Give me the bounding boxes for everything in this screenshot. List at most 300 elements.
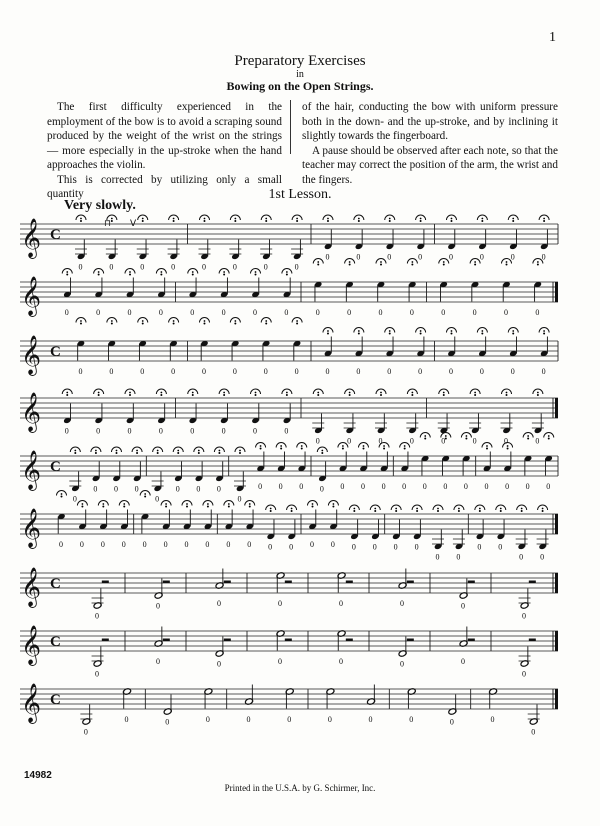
fermata-dot	[204, 320, 206, 322]
fermata-dot	[98, 271, 100, 273]
staccato-dot	[465, 438, 467, 440]
fingering-label: 0	[461, 601, 466, 611]
fingering-label: 0	[409, 436, 414, 446]
staccato-dot	[543, 333, 545, 335]
fingering-label: 0	[79, 540, 84, 549]
staccato-dot	[349, 394, 351, 396]
staccato-dot	[160, 394, 162, 396]
staccato-dot	[198, 452, 200, 454]
fingering-label: 0	[217, 599, 222, 608]
fingering-label: 0	[356, 252, 361, 262]
fingering-label: 0	[96, 308, 101, 317]
treble-clef-icon: 𝄞	[21, 508, 42, 548]
fermata-dot	[165, 503, 167, 505]
fermata-dot	[228, 503, 230, 505]
fermata-dot	[542, 508, 544, 510]
fingering-label: 0	[64, 308, 69, 317]
fermata-dot	[506, 261, 508, 263]
fermata-dot	[353, 508, 355, 510]
staff-system	[20, 625, 558, 679]
half-rest-icon	[224, 639, 231, 642]
staccato-dot	[296, 323, 298, 325]
fingering-label: 0	[418, 252, 423, 262]
fingering-label: 0	[158, 308, 163, 317]
fingering-label: 0	[278, 482, 283, 491]
staccato-dot	[160, 274, 162, 276]
intro-paragraph: of the hair, conducting the bow with uniform pressure both in the down- and the up-stroke, and by inclining it slightly towards the fingerboard.	[302, 101, 558, 142]
fermata-dot	[255, 392, 257, 394]
fingering-label: 0	[463, 482, 468, 491]
fingering-label: 0	[258, 482, 263, 491]
staccato-dot	[186, 506, 188, 508]
half-rest-icon	[468, 581, 475, 584]
time-signature: C	[50, 634, 61, 650]
fermata-dot	[249, 503, 251, 505]
staccato-dot	[142, 220, 144, 222]
fermata-dot	[506, 392, 508, 394]
fingering-label: 0	[510, 367, 515, 376]
staccato-dot	[383, 448, 385, 450]
fermata-dot	[358, 330, 360, 332]
fermata-dot	[420, 218, 422, 220]
title-connector: in	[296, 69, 304, 80]
fingering-label: 0	[247, 540, 252, 549]
treble-clef-icon: 𝄞	[21, 392, 42, 432]
fermata-dot	[66, 271, 68, 273]
staccato-dot	[420, 220, 422, 222]
fermata-dot	[123, 503, 125, 505]
fermata-dot	[173, 218, 175, 220]
fingering-label: 0	[531, 727, 536, 737]
fermata-dot	[129, 271, 131, 273]
staccato-dot	[111, 323, 113, 325]
fermata-dot	[374, 508, 376, 510]
staccato-dot	[129, 394, 131, 396]
fermata-dot	[219, 450, 221, 452]
fingering-label: 0	[171, 367, 176, 376]
fermata-dot	[389, 218, 391, 220]
fermata-dot	[317, 392, 319, 394]
fingering-label: 0	[327, 715, 332, 724]
fingering-label: 0	[449, 717, 454, 727]
staccato-dot	[234, 220, 236, 222]
staccato-dot	[270, 510, 272, 512]
fermata-dot	[66, 392, 68, 394]
fermata-dot	[265, 320, 267, 322]
fermata-dot	[160, 271, 162, 273]
fingering-label: 0	[216, 484, 221, 494]
fermata-dot	[317, 261, 319, 263]
staccato-dot	[327, 220, 329, 222]
publisher-footer: Printed in the U.S.A. by G. Schirmer, Inc.	[224, 783, 376, 793]
staccato-dot	[218, 452, 220, 454]
staccato-dot	[301, 448, 303, 450]
fermata-dot	[500, 508, 502, 510]
half-rest-icon	[163, 581, 170, 584]
fingering-label: 0	[378, 436, 383, 446]
staccato-dot	[296, 220, 298, 222]
fingering-label: 0	[263, 262, 268, 272]
fingering-label: 0	[448, 367, 453, 376]
staccato-dot	[291, 510, 293, 512]
staccato-dot	[358, 220, 360, 222]
staccato-dot	[479, 510, 481, 512]
fermata-dot	[437, 508, 439, 510]
fingering-label: 0	[315, 436, 320, 446]
fermata-dot	[445, 435, 447, 437]
fermata-dot	[74, 450, 76, 452]
staccato-dot	[81, 506, 83, 508]
fingering-label: 0	[484, 482, 489, 491]
staccato-dot	[173, 220, 175, 222]
fermata-dot	[512, 330, 514, 332]
fingering-label: 0	[448, 252, 453, 262]
fingering-label: 0	[253, 426, 258, 436]
fingering-label: 0	[504, 436, 509, 446]
staccato-dot	[223, 274, 225, 276]
staccato-dot	[424, 438, 426, 440]
fermata-dot	[186, 503, 188, 505]
fingering-label: 0	[127, 426, 132, 436]
staccato-dot	[111, 220, 113, 222]
fingering-label: 0	[519, 552, 524, 562]
fermata-dot	[481, 330, 483, 332]
staccato-dot	[203, 220, 205, 222]
staccato-dot	[380, 394, 382, 396]
half-rest-icon	[346, 581, 353, 584]
fingering-label: 0	[124, 715, 129, 724]
staccato-dot	[389, 220, 391, 222]
fermata-dot	[380, 261, 382, 263]
staccato-dot	[61, 496, 63, 498]
fermata-dot	[98, 392, 100, 394]
staccato-dot	[312, 506, 314, 508]
fingering-label: 0	[441, 436, 446, 446]
staccato-dot	[404, 448, 406, 450]
fingering-label: 0	[95, 669, 100, 679]
page-title: Preparatory Exercises	[234, 53, 366, 69]
fermata-dot	[474, 261, 476, 263]
fingering-label: 0	[205, 540, 210, 549]
staccato-dot	[286, 394, 288, 396]
up-bow-icon: V	[130, 219, 137, 229]
staccato-dot	[228, 506, 230, 508]
staccato-dot	[548, 438, 550, 440]
staccato-dot	[207, 506, 209, 508]
staccato-dot	[486, 448, 488, 450]
time-signature: C	[50, 227, 61, 243]
staff-system	[20, 567, 558, 621]
fingering-label: 0	[171, 262, 176, 272]
fermata-dot	[479, 508, 481, 510]
staccato-dot	[506, 264, 508, 266]
fingering-label: 0	[263, 367, 268, 376]
staccato-dot	[280, 448, 282, 450]
tempo-marking: Very slowly.	[64, 198, 136, 213]
staccato-dot	[537, 264, 539, 266]
half-rest-icon	[407, 581, 414, 584]
fingering-label: 0	[418, 367, 423, 376]
fingering-label: 0	[387, 252, 392, 262]
fingering-label: 0	[140, 262, 145, 272]
fingering-label: 0	[278, 657, 283, 666]
staff-system	[20, 433, 558, 504]
fingering-label: 0	[368, 715, 373, 724]
fingering-label: 0	[330, 540, 335, 549]
fingering-label: 0	[535, 308, 540, 317]
fermata-dot	[95, 450, 97, 452]
staccato-dot	[66, 274, 68, 276]
fingering-label: 0	[134, 484, 139, 494]
fermata-dot	[286, 271, 288, 273]
down-bow-icon: ⊓	[104, 219, 112, 229]
fermata-dot	[458, 508, 460, 510]
fingering-label: 0	[205, 715, 210, 724]
staccato-dot	[317, 264, 319, 266]
fermata-dot	[82, 503, 84, 505]
fermata-dot	[395, 508, 397, 510]
staccato-dot	[144, 496, 146, 498]
fermata-dot	[144, 493, 146, 495]
fingering-label: 0	[284, 426, 289, 436]
staccato-dot	[177, 452, 179, 454]
fermata-dot	[136, 450, 138, 452]
fingering-label: 0	[347, 308, 352, 317]
fermata-dot	[192, 271, 194, 273]
staccato-dot	[98, 394, 100, 396]
fingering-label: 0	[287, 715, 292, 724]
fermata-dot	[486, 445, 488, 447]
staccato-dot	[512, 220, 514, 222]
fermata-dot	[358, 218, 360, 220]
staccato-dot	[260, 448, 262, 450]
fingering-label: 0	[217, 659, 222, 669]
staccato-dot	[481, 333, 483, 335]
treble-clef-icon: 𝄞	[21, 335, 42, 375]
fingering-label: 0	[372, 542, 377, 552]
staccato-dot	[173, 323, 175, 325]
fingering-label: 0	[435, 552, 440, 562]
fingering-label: 0	[156, 657, 161, 666]
fermata-dot	[349, 261, 351, 263]
fingering-label: 0	[414, 542, 419, 552]
fermata-dot	[380, 392, 382, 394]
staccato-dot	[157, 452, 159, 454]
fermata-dot	[223, 392, 225, 394]
fingering-label: 0	[325, 367, 330, 376]
staccato-dot	[416, 510, 418, 512]
staccato-dot	[255, 394, 257, 396]
fingering-label: 0	[78, 262, 83, 272]
fingering-label: 0	[109, 367, 114, 376]
half-rest-icon	[529, 581, 536, 584]
fermata-dot	[80, 320, 82, 322]
fermata-dot	[451, 330, 453, 332]
fermata-dot	[239, 450, 241, 452]
staccato-dot	[389, 333, 391, 335]
fingering-label: 0	[393, 542, 398, 552]
fingering-label: 0	[246, 715, 251, 724]
fermata-dot	[342, 445, 344, 447]
page-number: 1	[549, 30, 556, 45]
fermata-dot	[280, 445, 282, 447]
fingering-label: 0	[59, 540, 64, 549]
staccato-dot	[74, 452, 76, 454]
fermata-dot	[61, 493, 63, 495]
fingering-label: 0	[402, 482, 407, 491]
fermata-dot	[363, 445, 365, 447]
staccato-dot	[142, 323, 144, 325]
fingering-label: 0	[284, 308, 289, 317]
fingering-label: 0	[456, 552, 461, 562]
fermata-dot	[142, 218, 144, 220]
fermata-dot	[260, 445, 262, 447]
fingering-label: 0	[232, 262, 237, 272]
half-rest-icon	[163, 639, 170, 642]
staccato-dot	[474, 264, 476, 266]
fermata-dot	[451, 218, 453, 220]
staccato-dot	[474, 394, 476, 396]
fingering-label: 0	[155, 494, 160, 504]
fingering-label: 0	[93, 484, 98, 494]
treble-clef-icon: 𝄞	[21, 567, 42, 607]
fingering-label: 0	[100, 540, 105, 549]
fermata-dot	[142, 320, 144, 322]
plate-number: 14982	[24, 770, 52, 781]
fingering-label: 0	[83, 727, 88, 737]
staccato-dot	[443, 264, 445, 266]
fermata-dot	[466, 435, 468, 437]
staff-system	[20, 215, 558, 272]
fingering-label: 0	[472, 308, 477, 317]
treble-clef-icon: 𝄞	[21, 683, 42, 723]
half-rest-icon	[285, 581, 292, 584]
fermata-dot	[192, 392, 194, 394]
staccato-dot	[265, 323, 267, 325]
fermata-dot	[286, 392, 288, 394]
fingering-label: 0	[319, 484, 324, 494]
fermata-dot	[416, 508, 418, 510]
fingering-label: 0	[477, 542, 482, 552]
fingering-label: 0	[72, 494, 77, 504]
intro-paragraph: This is corrected by utilizing only a small quantity	[47, 173, 282, 200]
treble-clef-icon: 𝄞	[21, 625, 42, 665]
fermata-dot	[327, 330, 329, 332]
fermata-dot	[234, 320, 236, 322]
fermata-dot	[157, 450, 159, 452]
fermata-dot	[389, 330, 391, 332]
fermata-dot	[198, 450, 200, 452]
fingering-label: 0	[95, 611, 100, 621]
fingering-label: 0	[294, 262, 299, 272]
staff-system	[20, 491, 558, 562]
half-rest-icon	[346, 639, 353, 642]
time-signature: C	[50, 459, 61, 475]
fingering-label: 0	[522, 669, 527, 679]
fingering-label: 0	[443, 482, 448, 491]
half-rest-icon	[102, 639, 109, 642]
fermata-dot	[177, 450, 179, 452]
staff-system	[20, 318, 558, 377]
fermata-dot	[204, 218, 206, 220]
staccato-dot	[450, 220, 452, 222]
fingering-label: 0	[535, 436, 540, 446]
staccato-dot	[445, 438, 447, 440]
staccato-dot	[102, 506, 104, 508]
fingering-label: 0	[109, 262, 114, 272]
fermata-dot	[296, 320, 298, 322]
fingering-label: 0	[522, 611, 527, 621]
staccato-dot	[527, 438, 529, 440]
fingering-label: 0	[351, 542, 356, 552]
fingering-label: 0	[221, 308, 226, 317]
fermata-dot	[521, 508, 523, 510]
fermata-dot	[173, 320, 175, 322]
fingering-label: 0	[190, 308, 195, 317]
fingering-label: 0	[278, 599, 283, 608]
fingering-label: 0	[441, 308, 446, 317]
staccato-dot	[395, 510, 397, 512]
fingering-label: 0	[479, 252, 484, 262]
fermata-dot	[116, 450, 118, 452]
staccato-dot	[165, 506, 167, 508]
fingering-label: 0	[409, 308, 414, 317]
fingering-label: 0	[541, 367, 546, 376]
fingering-label: 0	[400, 599, 405, 608]
intro-paragraph: A pause should be observed after each note, so that the teacher may correct the position of the arm, the wrist and the fingers.	[302, 144, 558, 186]
fermata-dot	[223, 271, 225, 273]
fermata-dot	[270, 508, 272, 510]
fermata-dot	[474, 392, 476, 394]
staccato-dot	[234, 323, 236, 325]
staccato-dot	[380, 264, 382, 266]
staccato-dot	[349, 264, 351, 266]
fermata-dot	[507, 445, 509, 447]
staccato-dot	[507, 448, 509, 450]
staccato-dot	[512, 333, 514, 335]
staccato-dot	[537, 394, 539, 396]
fermata-dot	[420, 330, 422, 332]
fermata-dot	[129, 392, 131, 394]
fingering-label: 0	[221, 426, 226, 436]
staccato-dot	[255, 274, 257, 276]
staccato-dot	[317, 394, 319, 396]
fingering-label: 0	[165, 717, 170, 727]
staff-system	[20, 683, 558, 737]
fingering-label: 0	[78, 367, 83, 376]
fingering-label: 0	[360, 482, 365, 491]
fingering-label: 0	[96, 426, 101, 436]
treble-clef-icon: 𝄞	[21, 276, 42, 316]
staccato-dot	[411, 394, 413, 396]
fingering-label: 0	[156, 601, 161, 611]
fingering-label: 0	[339, 657, 344, 666]
fermata-dot	[321, 450, 323, 452]
staccato-dot	[521, 510, 523, 512]
fermata-dot	[111, 320, 113, 322]
fingering-label: 0	[201, 367, 206, 376]
fingering-label: 0	[294, 367, 299, 376]
staccato-dot	[286, 274, 288, 276]
fingering-label: 0	[504, 308, 509, 317]
time-signature: C	[50, 576, 61, 592]
fermata-dot	[543, 218, 545, 220]
staccato-dot	[80, 220, 82, 222]
fermata-dot	[80, 218, 82, 220]
fermata-dot	[527, 435, 529, 437]
half-rest-icon	[407, 639, 414, 642]
fermata-dot	[411, 261, 413, 263]
